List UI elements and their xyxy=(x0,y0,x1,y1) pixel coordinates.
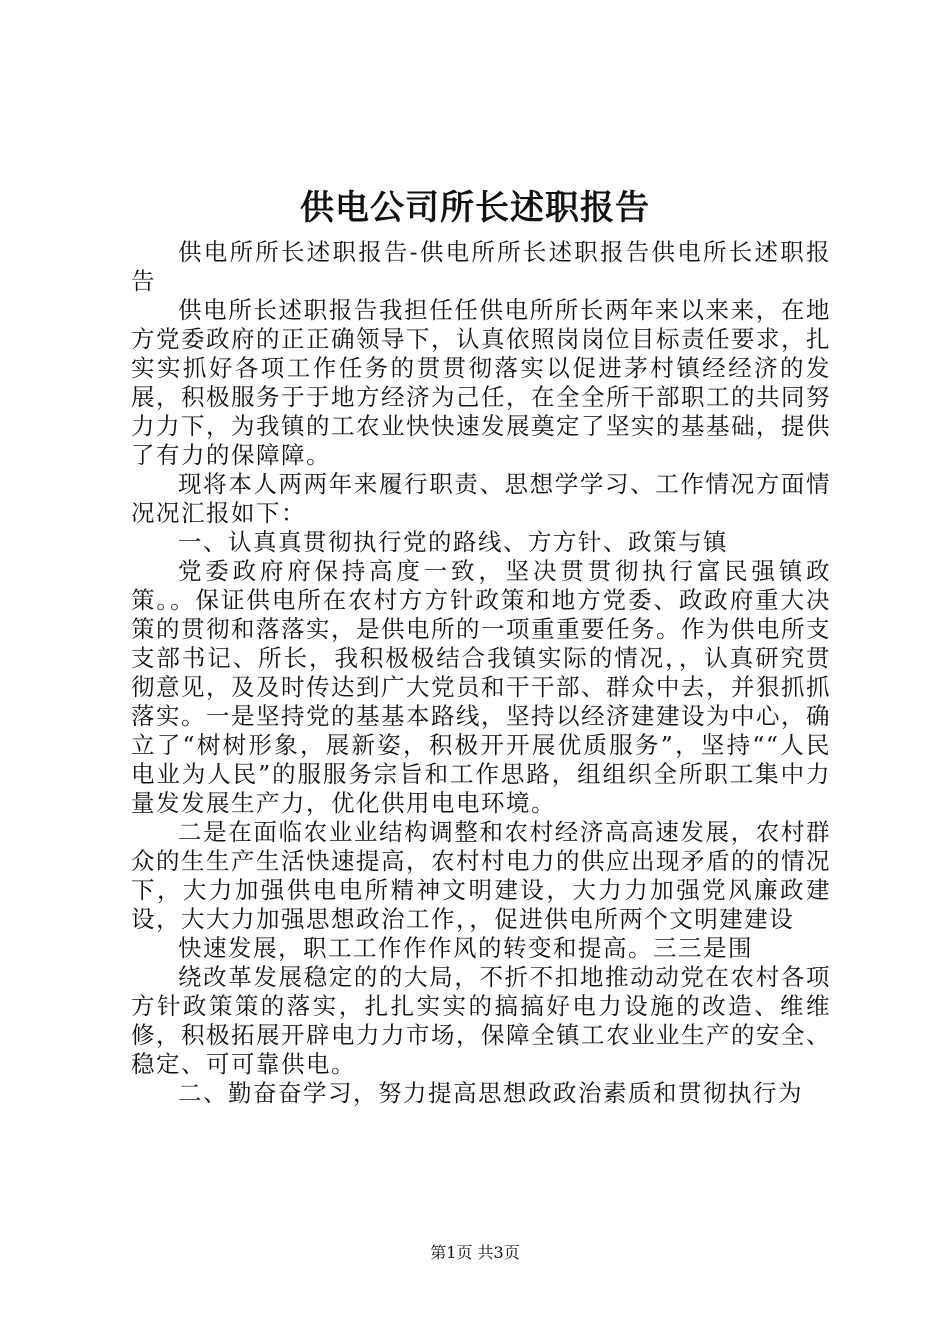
section-heading: 一、认真真贯彻执行党的路线、方方针、政策与镇 xyxy=(178,528,728,556)
paragraph: 快速发展，职工工作作作风的转变和提高。三三是围 xyxy=(178,934,753,962)
document-title: 供电公司所长述职报告 xyxy=(300,188,650,228)
section-heading: 二、勤奋奋学习，努力提高思想政政治素质和贯彻执行为 xyxy=(178,1079,803,1107)
paragraph: 二是在面临农业业结构调整和农村经济高高速发展，农村群众的生生产生活快速提高，农村村电力的供应出现矛盾的的情况下，大力加强供电电所精神文明建设，大力力加强党风廉政建设，大大力加强思想政治工作，，促进供电所两个文明建建设 xyxy=(131,818,831,933)
paragraph: 供电所长述职报告我担任任供电所所长两年来以来来，在地方党委政府的正正确领导下，认真依照岗岗位目标责任要求，扎实实抓好各项工作任务的贯贯彻落实以促进茅村镇经经济的发展，积极服务于于地方经济为己任，在全全所干部职工的共同努力力下，为我镇的工农业快快速发展奠定了坚实的基基础，提供了有力的保障障。 xyxy=(131,296,831,469)
page-number: 第1页 共3页 xyxy=(430,1243,520,1262)
paragraph: 供电所所长述职报告-供电所所长述职报告供电所长述职报告 xyxy=(131,238,831,295)
document-body xyxy=(131,238,831,1108)
paragraph: 绕改革发展稳定的的大局，不折不扣地推动动党在农村各项方针政策策的落实，扎扎实实的搞搞好电力设施的改造、维维修，积极拓展开辟电力力市场，保障全镇工农业业生产的安全、稳定、可可靠供电。 xyxy=(131,963,831,1078)
paragraph: 党委政府府保持高度一致，坚决贯贯彻执行富民强镇政策。。保证供电所在农村方方针政策和地方党委、政政府重大决策的贯彻和落落实，是供电所的一项重重要任务。作为供电所支支部书记、所长，我积极极结合我镇实际的情况，，认真研究贯彻意见，及及时传达到广大党员和干干部、群众中去，并狠抓抓落实。一是坚持党的基基本路线，坚持以经济建建设为中心，确立了“树树形象，展新姿，积极开开展优质服务”，坚持““人民电业为人民”的服服务宗旨和工作思路，组组织全所职工集中力量发发展生产力，优化供用电电环境。 xyxy=(131,557,831,817)
paragraph: 现将本人两两年来履行职责、思想学学习、工作情况方面情况况汇报如下： xyxy=(131,470,831,527)
